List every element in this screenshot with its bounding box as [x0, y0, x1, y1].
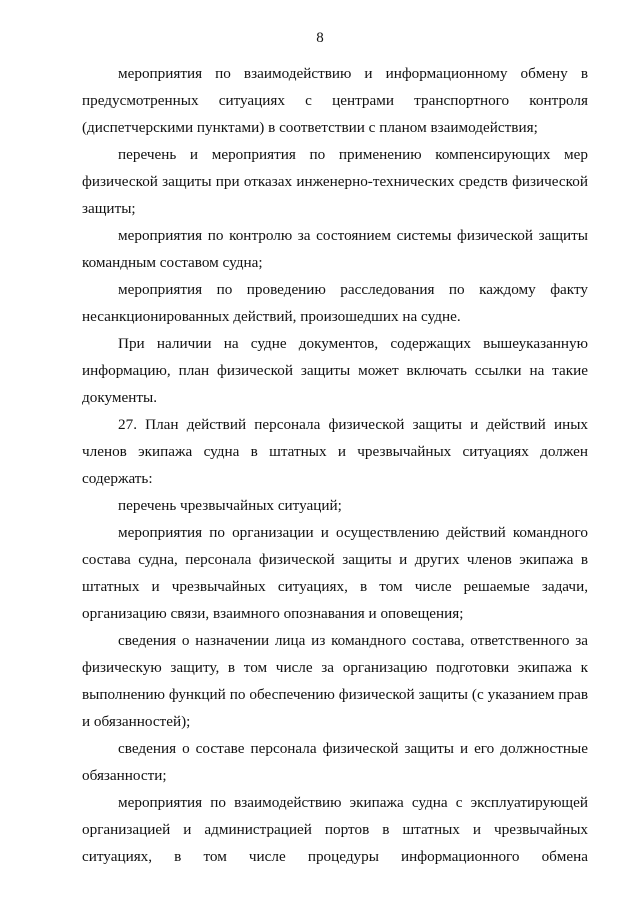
- paragraph-emergency-list: перечень чрезвычайных ситуаций;: [118, 497, 342, 514]
- paragraph-personnel-composition: сведения о составе персонала физической защиты и его должностные обязанности;: [82, 740, 588, 784]
- paragraph-crew-interaction: мероприятия по взаимодействию экипажа судна с эксплуатирующей организацией и администрацией портов в штатных и чрезвычайных ситуациях, в том числе процедуры информационного обмена: [82, 794, 588, 865]
- paragraph-item-27: 27. План действий персонала физической защиты и действий иных членов экипажа судна в штатных и чрезвычайных ситуациях должен содержать:: [82, 416, 588, 487]
- paragraph-interaction-measures: мероприятия по взаимодействию и информационному обмену в предусмотренных ситуациях с центрами транспортного контроля (диспетчерскими пунктами) в соответствии с планом взаимодействия;: [82, 65, 588, 136]
- paragraph-control-measures: мероприятия по контролю за состоянием системы физической защиты командным составом судна;: [82, 227, 588, 271]
- paragraph-investigation-measures: мероприятия по проведению расследования по каждому факту несанкционированных действий, произошедших на судне.: [82, 281, 588, 325]
- paragraph-compensating-measures: перечень и мероприятия по применению компенсирующих мер физической защиты при отказах инженерно-технических средств физической защиты;: [82, 146, 588, 217]
- document-body: [82, 60, 588, 870]
- paragraph-responsible-person: сведения о назначении лица из командного состава, ответственного за физическую защиту, в том числе за организацию подготовки экипажа к выполнению функций по обеспечению физической защиты (с указанием прав и обязанностей);: [82, 632, 588, 730]
- paragraph-document-references: При наличии на судне документов, содержащих вышеуказанную информацию, план физической защиты может включать ссылки на такие документы.: [82, 335, 588, 406]
- paragraph-organization-measures: мероприятия по организации и осуществлению действий командного состава судна, персонала физической защиты и других членов экипажа в штатных и чрезвычайных ситуациях, в том числе решаемые задачи, организацию связи, взаимного опознавания и оповещения;: [82, 524, 588, 622]
- page-number: 8: [316, 30, 324, 46]
